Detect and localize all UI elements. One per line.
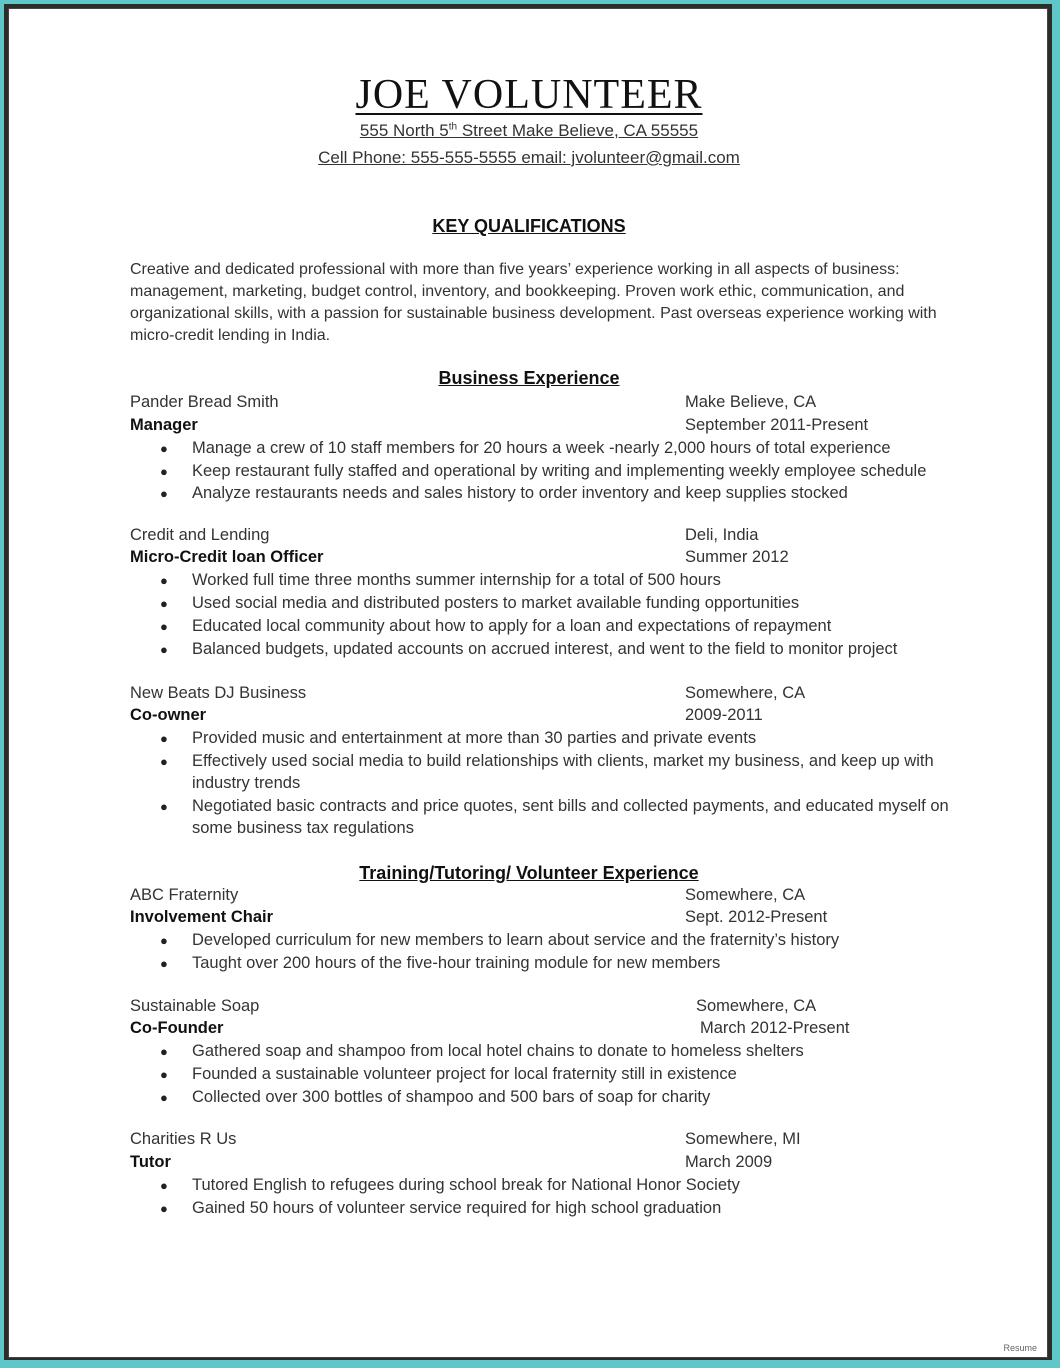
bullet-text: Tutored English to refugees during school break for National Honor Society <box>192 1176 740 1194</box>
job-org: Charities R Us <box>130 1130 237 1148</box>
job-dates: March 2012-Present <box>700 1019 850 1037</box>
bullet-icon: ● <box>160 441 168 456</box>
job-org: ABC Fraternity <box>130 886 239 904</box>
resume-page <box>8 8 1048 1358</box>
bullet-icon: ● <box>160 464 168 479</box>
job-title: Co-Founder <box>130 1019 224 1037</box>
training-experience-heading: Training/Tutoring/ Volunteer Experience <box>359 863 699 883</box>
job-location: Somewhere, MI <box>685 1130 801 1148</box>
bullet-text: Taught over 200 hours of the five-hour training module for new members <box>192 954 721 972</box>
resume-name: JOE VOLUNTEER <box>355 72 703 118</box>
footer-label: Resume <box>1003 1343 1037 1353</box>
business-experience-heading: Business Experience <box>438 368 620 388</box>
bullet-icon: ● <box>160 619 168 634</box>
job-dates: Sept. 2012-Present <box>685 908 828 926</box>
job-org: Pander Bread Smith <box>130 393 279 411</box>
bullet-text: industry trends <box>192 774 301 792</box>
bullet-icon: ● <box>160 1090 168 1105</box>
summary-paragraph <box>130 259 937 347</box>
bullet-text: some business tax regulations <box>192 819 414 837</box>
bullet-text: Collected over 300 bottles of shampoo and 500 bars of soap for charity <box>192 1088 711 1106</box>
job-location: Somewhere, CA <box>696 997 817 1015</box>
job-location: Deli, India <box>685 526 759 544</box>
job-org: Sustainable Soap <box>130 997 260 1015</box>
summary-line: management, marketing, budget control, inventory, and bookkeeping. Proven work ethic, communication, and <box>130 283 905 300</box>
job-dates: Summer 2012 <box>685 548 789 566</box>
bullet-text: Provided music and entertainment at more than 30 parties and private events <box>192 729 757 747</box>
job-dates: 2009-2011 <box>685 706 763 724</box>
job-dates: September 2011-Present <box>685 416 869 434</box>
bullet-icon: ● <box>160 1044 168 1059</box>
job-location: Somewhere, CA <box>685 684 806 702</box>
bullet-icon: ● <box>160 1067 168 1082</box>
key-qualifications-heading: KEY QUALIFICATIONS <box>432 216 626 236</box>
bullet-text: Worked full time three months summer internship for a total of 500 hours <box>192 571 721 589</box>
bullet-icon: ● <box>160 956 168 971</box>
job-title: Micro-Credit loan Officer <box>130 548 324 566</box>
bullet-icon: ● <box>160 1178 168 1193</box>
bullet-text: Educated local community about how to apply for a loan and expectations of repayment <box>192 617 832 635</box>
bullet-icon: ● <box>160 799 168 814</box>
summary-line: Creative and dedicated professional with more than five years’ experience working in all aspects of business: <box>130 261 900 278</box>
bullet-text: Manage a crew of 10 staff members for 20 hours a week -nearly 2,000 hours of total experience <box>192 439 891 457</box>
job-org: New Beats DJ Business <box>130 684 307 702</box>
bullet-text: Keep restaurant fully staffed and operational by writing and implementing weekly employee schedule <box>192 462 927 480</box>
contact-line: Cell Phone: 555-555-5555 email: jvolunteer@gmail.com <box>318 148 740 167</box>
bullet-icon: ● <box>160 573 168 588</box>
job-title: Co-owner <box>130 706 207 724</box>
job-title: Tutor <box>130 1153 171 1171</box>
bullet-icon: ● <box>160 933 168 948</box>
job-location: Somewhere, CA <box>685 886 806 904</box>
address-line: 555 North 5th Street Make Believe, CA 55555 <box>359 121 699 140</box>
bullet-text: Developed curriculum for new members to learn about service and the fraternity’s history <box>192 931 840 949</box>
bullet-icon: ● <box>160 642 168 657</box>
job-org: Credit and Lending <box>130 526 270 544</box>
bullet-text: Gained 50 hours of volunteer service required for high school graduation <box>192 1199 722 1217</box>
bullet-text: Gathered soap and shampoo from local hotel chains to donate to homeless shelters <box>192 1042 804 1060</box>
job-title: Involvement Chair <box>130 908 274 926</box>
summary-line: micro-credit lending in India. <box>130 327 331 344</box>
bullet-text: Effectively used social media to build relationships with clients, market my business, and keep up with <box>192 752 934 770</box>
bullet-text: Balanced budgets, updated accounts on accrued interest, and went to the field to monitor project <box>192 640 898 658</box>
bullet-text: Used social media and distributed posters to market available funding opportunities <box>192 594 800 612</box>
summary-line: organizational skills, with a passion for sustainable business development. Past overseas experience working with <box>130 305 937 322</box>
job-dates: March 2009 <box>685 1153 773 1171</box>
bullet-icon: ● <box>160 1201 168 1216</box>
job-location: Make Believe, CA <box>685 393 817 411</box>
bullet-icon: ● <box>160 731 168 746</box>
bullet-text: Founded a sustainable volunteer project for local fraternity still in existence <box>192 1065 737 1083</box>
bullet-icon: ● <box>160 486 168 501</box>
bullet-icon: ● <box>160 596 168 611</box>
job-title: Manager <box>130 416 198 434</box>
bullet-icon: ● <box>160 754 168 769</box>
bullet-text: Analyze restaurants needs and sales history to order inventory and keep supplies stocked <box>192 484 848 502</box>
bullet-text: Negotiated basic contracts and price quotes, sent bills and collected payments, and educated myself on <box>192 797 949 815</box>
